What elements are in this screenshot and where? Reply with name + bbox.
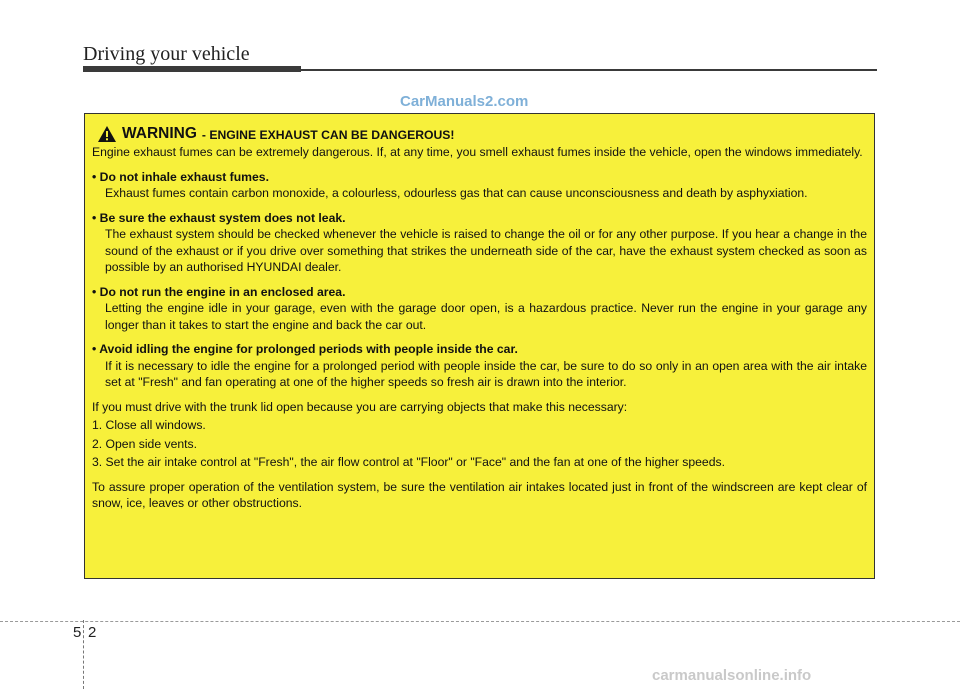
header-rule-thin: [301, 69, 877, 71]
bullet-text: If it is necessary to idle the engine for a prolonged period with people inside the car, be sure to do so only in an open area with the air intake set at "Fresh" and fan operating at one of the higher speeds so fresh air is drawn into the interior.: [105, 358, 867, 389]
watermark-bottom: carmanualsonline.info: [652, 667, 812, 684]
step-item: 3. Set the air intake control at "Fresh", the air flow control at "Floor" or "Face" and the fan at one of the higher speeds.: [92, 455, 725, 469]
bullet-title: • Be sure the exhaust system does not leak.: [92, 210, 346, 225]
bullet-text: Exhaust fumes contain carbon monoxide, a colourless, odourless gas that can cause unconsciousness and death by asphyxiation.: [105, 186, 808, 200]
chapter-number: 5: [73, 624, 82, 641]
step-item: 2. Open side vents.: [92, 436, 198, 451]
page-number-divider: [83, 620, 84, 689]
step-item: 1. Close all windows.: [92, 418, 206, 432]
warning-word: WARNING: [122, 124, 197, 142]
closing-text: To assure proper operation of the ventilation system, be sure the ventilation air intakes located just in front of the windscreen are kept clear of snow, ice, leaves or other obstructions.: [92, 479, 867, 510]
page-header-title: Driving your vehicle: [83, 43, 250, 65]
bullet-title: • Do not inhale exhaust fumes.: [92, 169, 269, 184]
trunk-intro: If you must drive with the trunk lid open because you are carrying objects that make this necessary:: [92, 399, 628, 414]
watermark-top: CarManuals2.com: [400, 93, 529, 110]
bullet-title: • Do not run the engine in an enclosed area.: [92, 284, 346, 299]
warning-header: [97, 125, 867, 143]
header-rule-thick: [83, 66, 301, 72]
warning-triangle-icon: [97, 125, 117, 143]
footer-dashed-rule: [0, 621, 960, 622]
bullet-text: Letting the engine idle in your garage, even with the garage door open, is a hazardous practice. Never run the engine in your garage any longer than it takes to start the engine and back the car out.: [105, 301, 867, 332]
warning-intro: Engine exhaust fumes can be extremely dangerous. If, at any time, you smell exhaust fumes inside the vehicle, open the windows immediately.: [92, 145, 863, 159]
warning-box: [84, 113, 875, 579]
page-number: 2: [88, 624, 97, 641]
bullet-title: • Avoid idling the engine for prolonged periods with people inside the car.: [92, 342, 518, 356]
warning-subtitle: - ENGINE EXHAUST CAN BE DANGEROUS!: [201, 127, 455, 142]
bullet-text: The exhaust system should be checked whenever the vehicle is raised to change the oil or for any other purpose. If you hear a change in the sound of the exhaust or if you drive over something that strikes the underneath side of the car, have the exhaust system checked as soon as possible by an authorised HYUNDAI dealer.: [105, 227, 867, 274]
